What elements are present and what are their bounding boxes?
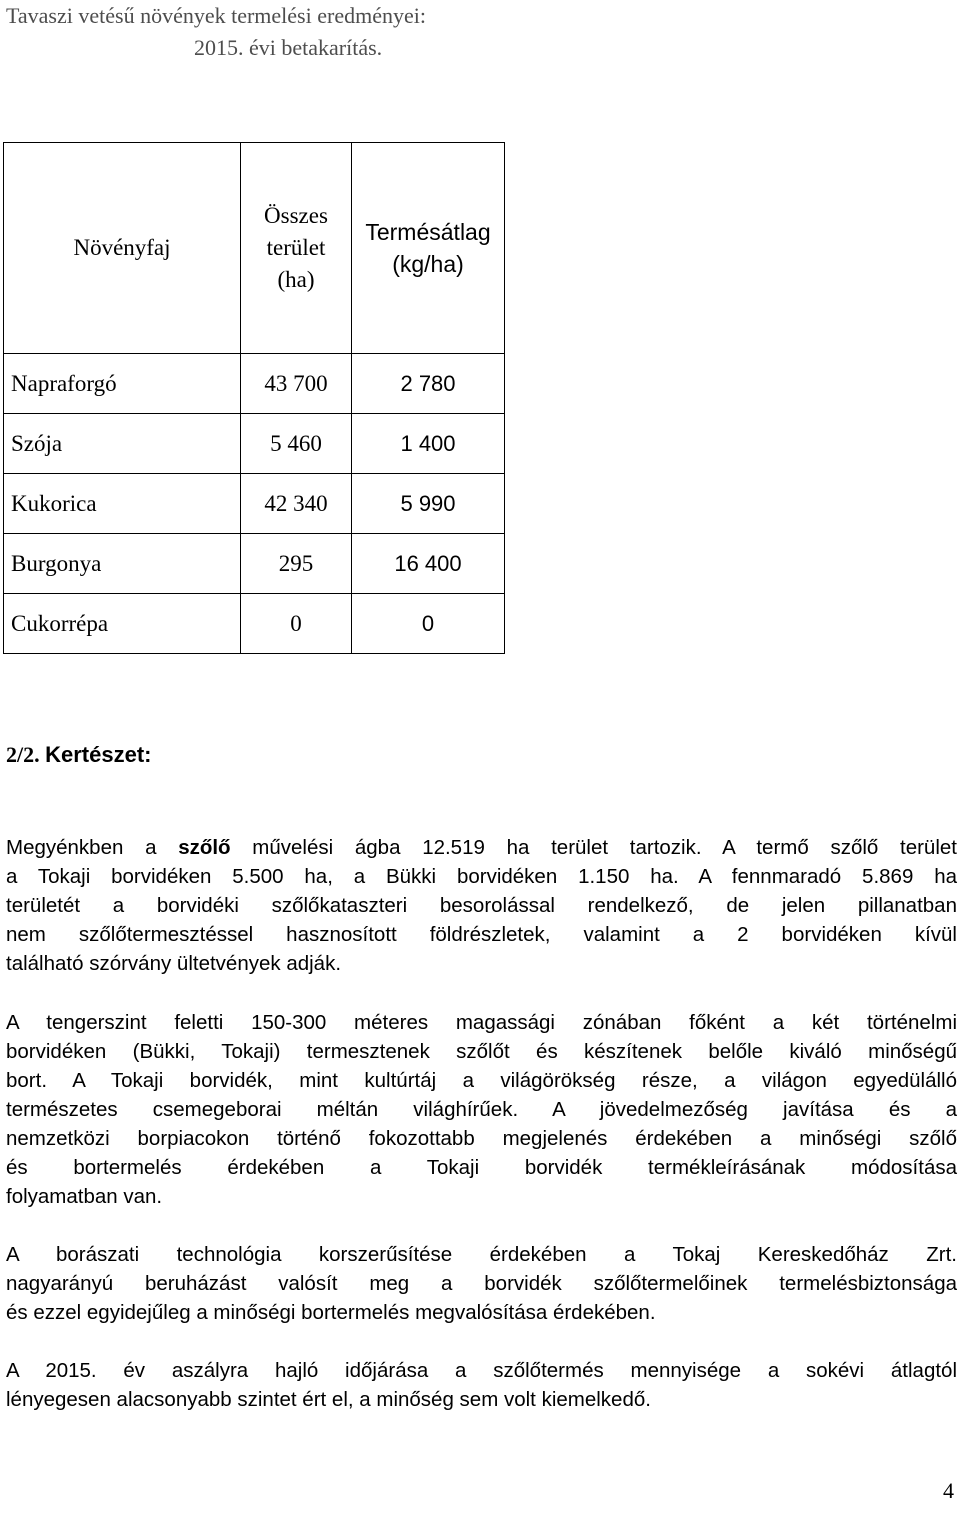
title-line-1: Tavaszi vetésű növények termelési eredményei: (6, 3, 426, 28)
cell-area: 43 700 (241, 354, 352, 414)
cell-yield: 5 990 (352, 474, 505, 534)
cell-crop: Kukorica (4, 474, 241, 534)
paragraph-line: borvidéken (Bükki, Tokaji) termesztenek szőlőt és készítenek belőle kiváló minőségű (6, 1040, 957, 1063)
paragraph-line: és ezzel egyidejűleg a minőségi bortermelés megvalósítása érdekében. (6, 1301, 656, 1324)
paragraph-line: A borászati technológia korszerűsítése érdekében a Tokaj Kereskedőház Zrt. (6, 1243, 957, 1266)
table-row (4, 534, 505, 594)
table-header-row (4, 143, 505, 354)
paragraph-line: területét a borvidéki szőlőkataszteri besorolással rendelkező, de jelen pillanatban (6, 894, 957, 917)
paragraph-line: nagyarányú beruházást valósít meg a borvidék szőlőtermelőinek termelésbiztonsága (6, 1272, 957, 1295)
paragraph-line: A tengerszint feletti 150-300 méteres magassági zónában főként a két történelmi (6, 1011, 957, 1034)
table-row (4, 594, 505, 654)
paragraph-line: bort. A Tokaji borvidék, mint kultúrtáj a világörökség része, a világon egyedülálló (6, 1069, 957, 1092)
cell-crop: Burgonya (4, 534, 241, 594)
cell-yield: 16 400 (352, 534, 505, 594)
cell-crop: Napraforgó (4, 354, 241, 414)
paragraph-line: nem szőlőtermesztéssel hasznosított földrészletek, valamint a 2 borvidéken kívül (6, 923, 957, 946)
paragraph-drought-2015 (6, 1356, 957, 1414)
header-crop: Növényfaj (4, 143, 241, 354)
cell-crop: Cukorrépa (4, 594, 241, 654)
paragraph-line: a Tokaji borvidéken 5.500 ha, a Bükki borvidéken 1.150 ha. A fennmaradó 5.869 ha (6, 865, 957, 888)
paragraph-line: folyamatban van. (6, 1185, 163, 1208)
paragraph-wine-regions (6, 1008, 957, 1211)
table-row (4, 474, 505, 534)
cell-yield: 1 400 (352, 414, 505, 474)
paragraph-line: lényegesen alacsonyabb szintet ért el, a minőség sem volt kiemelkedő. (6, 1388, 651, 1411)
cell-yield: 0 (352, 594, 505, 654)
cell-area: 295 (241, 534, 352, 594)
header-yield: Termésátlag (kg/ha) (352, 143, 505, 354)
paragraph-line: és bortermelés érdekében a Tokaji borvidék termékleírásának módosítása (6, 1156, 957, 1179)
document-title (6, 0, 566, 64)
paragraph-line: Megyénkben a szőlő művelési ágba 12.519 ha terület tartozik. A termő szőlő terület (6, 836, 957, 859)
table-row (4, 414, 505, 474)
emphasis-szolo: szőlő (178, 836, 231, 859)
section-label: Kertészet: (45, 742, 152, 767)
paragraph-line: természetes csemegeborai méltán világhírűek. A jövedelmezőség javítása és a (6, 1098, 957, 1121)
paragraph-winery-technology (6, 1240, 957, 1327)
title-line-2: 2015. évi betakarítás. (194, 35, 383, 60)
cell-area: 5 460 (241, 414, 352, 474)
paragraph-line: nemzetközi borpiacokon történő fokozottabb megjelenés érdekében a minőségi szőlő (6, 1127, 957, 1150)
paragraph-line: A 2015. év aszályra hajló időjárása a szőlőtermés mennyisége a sokévi átlagtól (6, 1359, 957, 1382)
cell-area: 0 (241, 594, 352, 654)
table-row (4, 354, 505, 414)
section-number: 2/2. (6, 742, 40, 767)
section-heading (6, 742, 152, 768)
header-area: Összes terület (ha) (241, 143, 352, 354)
crop-results-table (3, 142, 505, 654)
paragraph-vineyard-area (6, 833, 957, 978)
cell-area: 42 340 (241, 474, 352, 534)
paragraph-line: található szórvány ültetvények adják. (6, 952, 342, 975)
page-number: 4 (943, 1478, 954, 1503)
cell-crop: Szója (4, 414, 241, 474)
cell-yield: 2 780 (352, 354, 505, 414)
